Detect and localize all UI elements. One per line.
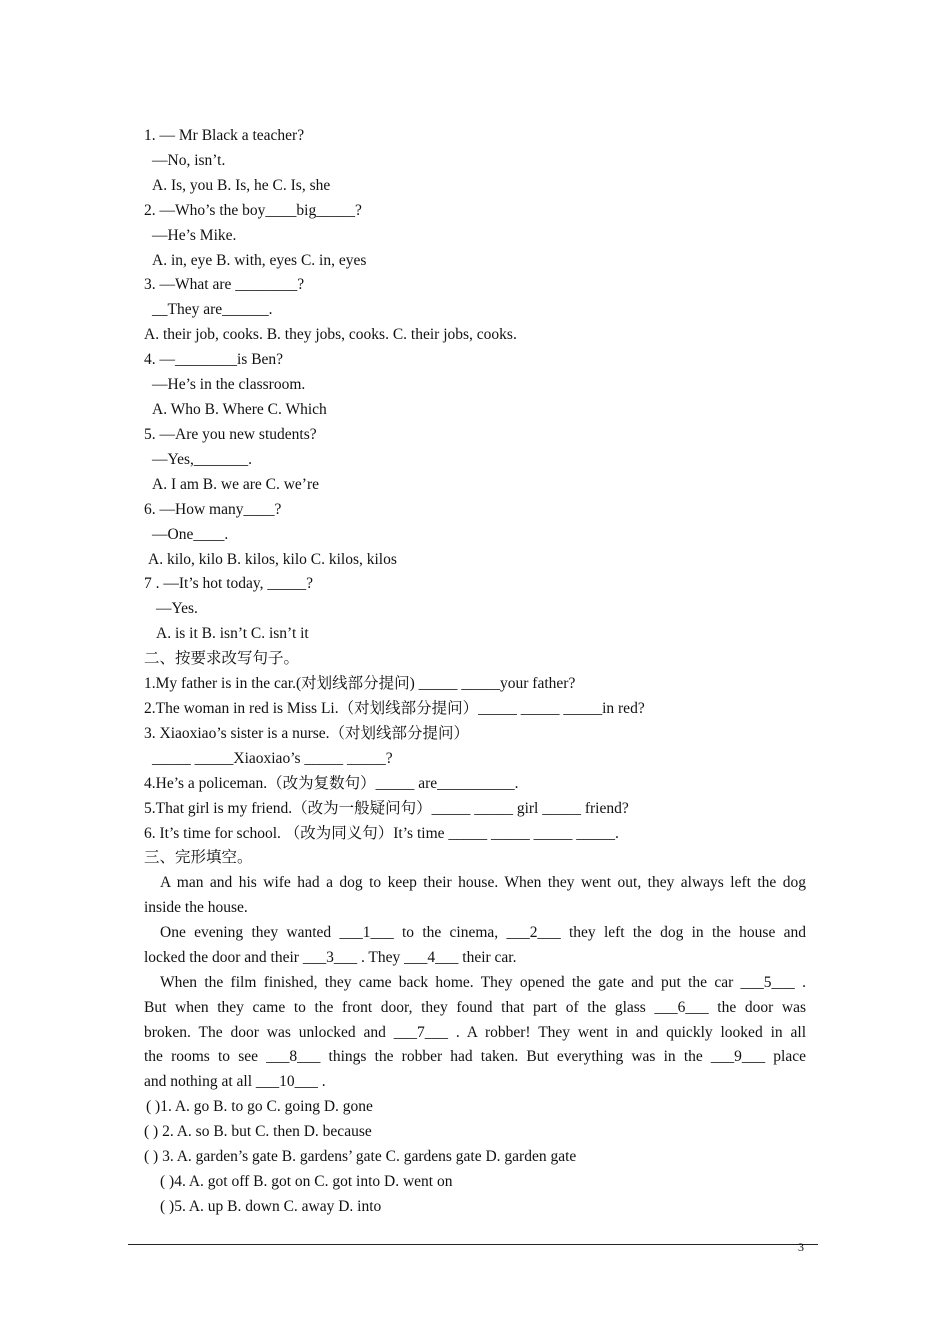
q7-stem: 7 . —It’s hot today, _____? [144, 575, 314, 592]
q2-stem: 2. —Who’s the boy____big_____? [144, 202, 362, 219]
q7-options: A. is it B. isn’t C. isn’t it [156, 625, 309, 642]
q7-answer: —Yes. [156, 600, 198, 617]
cloze-question-5: ( )5. A. up B. down C. away D. into [160, 1198, 382, 1215]
passage-line-7: broken. The door was unlocked and ___7___ . A robber! They went in and quickly looked in all [144, 1024, 806, 1041]
passage-line-1: A man and his wife had a dog to keep their house. When they went out, they always left the dog [160, 874, 806, 891]
rewrite-item-3-blanks: _____ _____Xiaoxiao’s _____ _____? [152, 750, 393, 767]
q1-answer: —No, isn’t. [152, 152, 226, 169]
q3-stem: 3. —What are ________? [144, 276, 305, 293]
passage-line-8: the rooms to see ___8___ things the robber had taken. But everything was in the ___9___ place [144, 1048, 806, 1065]
q4-stem: 4. —________is Ben? [144, 351, 284, 368]
section3-heading: 三、完形填空。 [144, 849, 253, 866]
q1-options: A. Is, you B. Is, he C. Is, she [152, 177, 331, 194]
q2-answer: —He’s Mike. [152, 227, 237, 244]
rewrite-item-3: 3. Xiaoxiao’s sister is a nurse.（对划线部分提问） [144, 725, 470, 742]
cloze-question-2: ( ) 2. A. so B. but C. then D. because [144, 1123, 372, 1140]
q6-stem: 6. —How many____? [144, 501, 282, 518]
rewrite-item-4: 4.He’s a policeman.（改为复数句）_____ are__________. [144, 775, 519, 792]
q5-options: A. I am B. we are C. we’re [152, 476, 319, 493]
rewrite-item-5: 5.That girl is my friend.（改为一般疑问句）_____ _____ girl _____ friend? [144, 800, 629, 817]
q3-options: A. their job, cooks. B. they jobs, cooks. C. their jobs, cooks. [144, 326, 517, 343]
page-number: 3 [798, 1240, 804, 1254]
section2-heading: 二、按要求改写句子。 [144, 650, 300, 667]
q5-stem: 5. —Are you new students? [144, 426, 317, 443]
q1-stem: 1. — Mr Black a teacher? [144, 127, 305, 144]
passage-line-3: One evening they wanted ___1___ to the cinema, ___2___ they left the dog in the house and [160, 924, 806, 941]
rewrite-item-6: 6. It’s time for school. （改为同义句）It’s time _____ _____ _____ _____. [144, 825, 619, 842]
cloze-question-4: ( )4. A. got off B. got on C. got into D. went on [160, 1173, 453, 1190]
q6-options: A. kilo, kilo B. kilos, kilo C. kilos, kilos [148, 551, 397, 568]
cloze-question-3: ( ) 3. A. garden’s gate B. gardens’ gate C. gardens gate D. garden gate [144, 1148, 577, 1165]
q2-options: A. in, eye B. with, eyes C. in, eyes [152, 252, 367, 269]
q6-answer: —One____. [152, 526, 229, 543]
rewrite-item-1: 1.My father is in the car.(对划线部分提问) _____ _____your father? [144, 675, 576, 692]
q4-options: A. Who B. Where C. Which [152, 401, 327, 418]
cloze-question-1: ( )1. A. go B. to go C. going D. gone [146, 1098, 373, 1115]
passage-line-6: But when they came to the front door, they found that part of the glass ___6___ the door was [144, 999, 806, 1016]
q4-answer: —He’s in the classroom. [152, 376, 306, 393]
rewrite-item-2: 2.The woman in red is Miss Li.（对划线部分提问）_____ _____ _____in red? [144, 700, 645, 717]
q5-answer: —Yes,_______. [152, 451, 253, 468]
passage-line-9: and nothing at all ___10___ . [144, 1073, 326, 1090]
footer-divider [128, 1244, 818, 1245]
q3-answer: __They are______. [152, 301, 273, 318]
passage-line-4: locked the door and their ___3___ . They ___4___ their car. [144, 949, 517, 966]
passage-line-5: When the film finished, they came back home. They opened the gate and put the car ___5___ . [160, 974, 806, 991]
passage-line-2: inside the house. [144, 899, 248, 916]
